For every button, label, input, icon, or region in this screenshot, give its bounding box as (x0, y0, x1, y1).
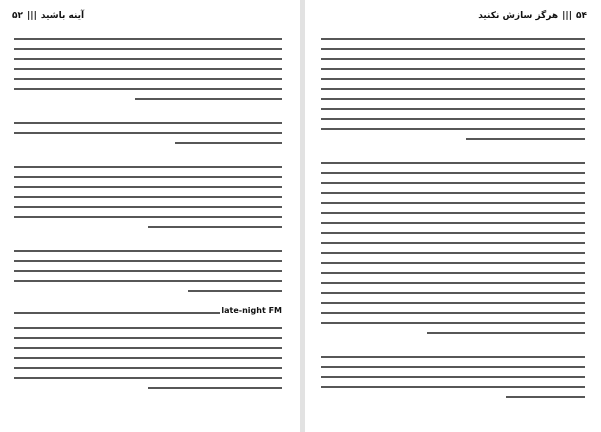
text-line (321, 48, 585, 50)
paragraph-gap (14, 231, 282, 242)
text-line (321, 252, 585, 254)
text-line (14, 312, 220, 314)
final-paragraph-first-line (14, 306, 282, 319)
paragraph-gap (321, 337, 585, 348)
text-line (321, 386, 585, 388)
right-page-number: ۵۴ (576, 11, 587, 21)
text-line (321, 202, 585, 204)
right-running-title: هرگز سازش نکنید (478, 11, 559, 21)
right-header-separator: ||| (562, 11, 572, 21)
text-line (14, 196, 282, 198)
text-line (321, 376, 585, 378)
text-line (14, 176, 282, 178)
right-page-body (321, 30, 585, 401)
text-line (321, 222, 585, 224)
text-line (14, 122, 282, 124)
text-line (321, 232, 585, 234)
text-line (506, 396, 585, 398)
text-line (14, 132, 282, 134)
text-line (321, 118, 585, 120)
text-line (14, 206, 282, 208)
text-line (321, 182, 585, 184)
text-line (321, 58, 585, 60)
text-line (321, 322, 585, 324)
text-line (321, 212, 585, 214)
left-header-separator: ||| (27, 11, 37, 21)
paragraph (14, 166, 282, 228)
text-line (321, 312, 585, 314)
text-line (321, 78, 585, 80)
text-line (14, 260, 282, 262)
text-line (321, 192, 585, 194)
text-line (14, 357, 282, 359)
text-line (321, 88, 585, 90)
text-line (321, 98, 585, 100)
right-page-header (319, 11, 587, 25)
left-page-number: ۵۲ (12, 11, 23, 21)
right-page (305, 0, 601, 432)
paragraph (321, 162, 585, 334)
left-page-body (14, 30, 282, 392)
text-line (466, 138, 585, 140)
paragraph (14, 250, 282, 292)
text-line (14, 38, 282, 40)
paragraph (14, 122, 282, 144)
left-final-paragraph (14, 306, 282, 389)
paragraph-gap (14, 147, 282, 158)
paragraph (321, 356, 585, 398)
text-line (14, 48, 282, 50)
text-line (14, 88, 282, 90)
text-line (321, 128, 585, 130)
text-line (321, 108, 585, 110)
text-line (14, 250, 282, 252)
text-line (321, 68, 585, 70)
paragraph-gap (321, 143, 585, 154)
text-line (14, 337, 282, 339)
book-gutter (300, 0, 305, 432)
text-line (148, 226, 282, 228)
text-line (14, 78, 282, 80)
text-line (14, 367, 282, 369)
text-line (321, 272, 585, 274)
final-paragraph-lines (14, 327, 282, 389)
text-line (321, 38, 585, 40)
late-night-fm-text: late-night FM (221, 306, 282, 315)
text-line (148, 387, 282, 389)
text-line (321, 162, 585, 164)
left-page (0, 0, 300, 432)
text-line (321, 242, 585, 244)
text-line (321, 262, 585, 264)
text-line (321, 366, 585, 368)
text-line (14, 166, 282, 168)
text-line (175, 142, 282, 144)
text-line (321, 172, 585, 174)
text-line (14, 347, 282, 349)
paragraph (321, 38, 585, 140)
paragraph-gap (14, 103, 282, 114)
text-line (188, 290, 282, 292)
text-line (321, 282, 585, 284)
left-page-header (12, 11, 284, 25)
text-line (14, 377, 282, 379)
text-line (14, 280, 282, 282)
text-line (135, 98, 282, 100)
text-line (321, 356, 585, 358)
left-running-title: آینه باشید (40, 11, 85, 21)
text-line (14, 68, 282, 70)
paragraph-gap (14, 295, 282, 306)
left-paragraphs (14, 38, 282, 292)
text-line (14, 58, 282, 60)
text-line (321, 292, 585, 294)
text-line (14, 216, 282, 218)
text-line (427, 332, 585, 334)
text-line (14, 270, 282, 272)
text-line (14, 327, 282, 329)
paragraph (14, 38, 282, 100)
text-line (321, 302, 585, 304)
text-line (14, 186, 282, 188)
